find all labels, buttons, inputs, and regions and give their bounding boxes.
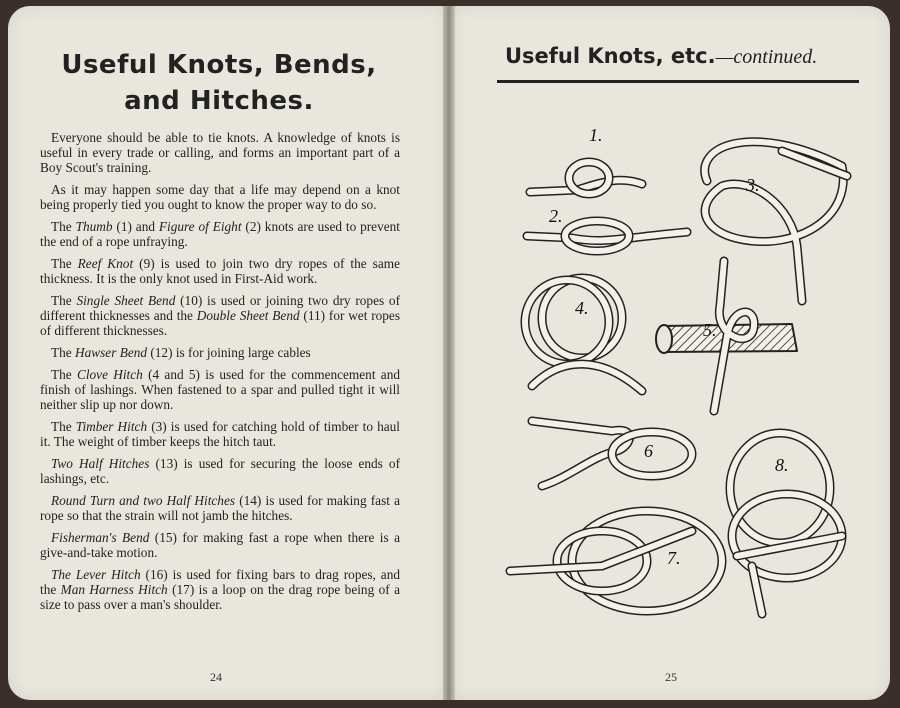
left-page-title-line1: Useful Knots, Bends,	[61, 50, 377, 80]
knot-label-3: 3.	[746, 175, 760, 195]
paragraph: The Thumb (1) and Figure of Eight (2) knots are used to prevent the end of a rope unfraying.	[40, 219, 400, 249]
paragraph: The Single Sheet Bend (10) is used or joining two dry ropes of different thicknesses and the Double Sheet Bend (11) for wet ropes of different thicknesses.	[40, 293, 401, 338]
left-page-body	[40, 130, 400, 619]
knot-5-illustration	[656, 261, 797, 411]
page-number-right: 25	[665, 670, 677, 684]
right-page-title: Useful Knots, etc.—continued.	[505, 44, 818, 68]
knot-label-6: 6	[644, 441, 653, 461]
knot-label-1: 1.	[589, 125, 603, 145]
knot-label-5: 5.	[703, 320, 717, 340]
paragraph: Fisherman's Bend (15) for making fast a rope when there is a give-and-take motion.	[40, 530, 400, 560]
left-page-title-line2: and Hitches.	[124, 86, 314, 116]
knot-1-illustration	[530, 162, 642, 194]
knot-6-illustration	[532, 421, 692, 486]
paragraph: The Clove Hitch (4 and 5) is used for the commencement and finish of lashings. When fastened to a spar and pulled tight it will neither slip up nor down.	[40, 367, 400, 412]
knot-4-illustration	[525, 278, 642, 391]
paragraph: The Lever Hitch (16) is used for fixing bars to drag ropes, and the Man Harness Hitch (17) is a loop on the drag rope being of a size to pass over a man's shoulder.	[40, 567, 400, 612]
knot-label-7: 7.	[667, 548, 681, 568]
paragraph: The Reef Knot (9) is used to join two dry ropes of the same thickness. It is the only knot used in First-Aid work.	[40, 256, 400, 286]
paragraph: The Hawser Bend (12) is for joining large cables	[51, 345, 311, 360]
knot-label-8: 8.	[775, 455, 789, 475]
knot-label-4: 4.	[575, 298, 589, 318]
knot-label-2: 2.	[549, 206, 563, 226]
paragraph: As it may happen some day that a life may depend on a knot being properly tied you ought to know the proper way to do so.	[40, 182, 400, 212]
knot-illustrations	[452, 6, 890, 700]
paragraph: Two Half Hitches (13) is used for securing the loose ends of lashings, etc.	[40, 456, 400, 486]
paragraph: The Timber Hitch (3) is used for catching hold of timber to haul it. The weight of timber keeps the hitch taut.	[40, 419, 400, 449]
paragraph: Everyone should be able to tie knots. A knowledge of knots is useful in every trade or calling, and forms an important part of a Boy Scout's training.	[40, 130, 400, 175]
page-number-left: 24	[210, 670, 222, 684]
knot-7-illustration	[510, 511, 722, 611]
paragraph: Round Turn and two Half Hitches (14) is used for making fast a rope so that the strain will not jamb the hitches.	[40, 493, 401, 523]
